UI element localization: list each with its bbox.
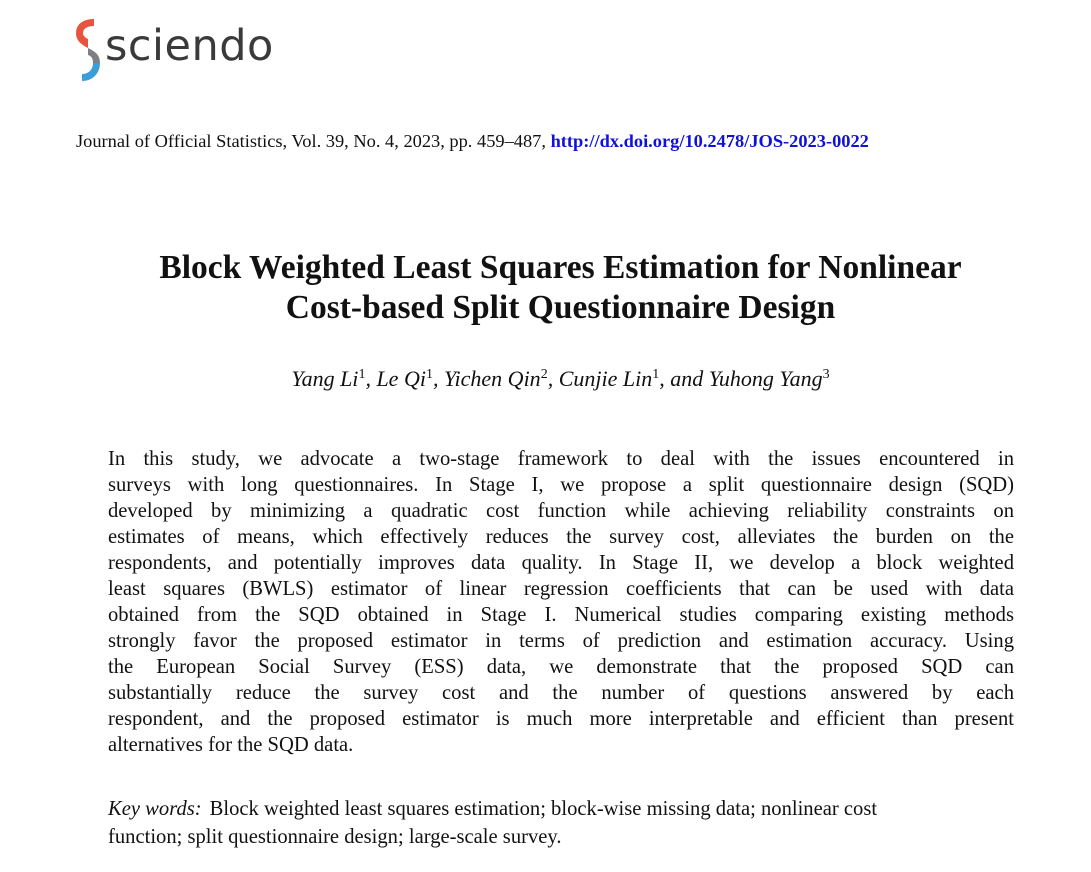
keywords-text: function; split questionnaire design; large-scale survey.: [108, 826, 562, 848]
publisher-logo: [74, 15, 274, 85]
author-separator: ,: [547, 366, 559, 391]
keywords: [108, 795, 1014, 851]
abstract-line: alternatives for the SQD data.: [108, 734, 354, 756]
abstract-line: the European Social Survey (ESS) data, we demonstrate that the proposed SQD can: [108, 656, 1014, 678]
author-name: Le Qi: [376, 366, 426, 391]
affiliation-mark: 1: [358, 367, 366, 382]
author-list: [60, 366, 1061, 392]
keywords-label: Key words:: [108, 798, 202, 820]
journal-citation: [76, 131, 1036, 152]
publisher-name: sciendo: [105, 21, 274, 71]
author-separator: , and: [659, 366, 709, 391]
affiliation-mark: 1: [652, 367, 660, 382]
affiliation-mark: 3: [822, 367, 830, 382]
abstract-line: respondents, and potentially improves data quality. In Stage II, we develop a block weighted: [108, 552, 1014, 574]
author-name: Yuhong Yang: [708, 366, 823, 391]
abstract-line: In this study, we advocate a two-stage framework to deal with the issues encountered in: [108, 448, 1014, 470]
abstract-line: estimates of means, which effectively reduces the survey cost, alleviates the burden on the: [108, 526, 1014, 548]
keywords-text: Block weighted least squares estimation; block-wise missing data; nonlinear cost: [209, 798, 878, 820]
author-separator: ,: [432, 366, 444, 391]
sciendo-s-logo-icon: [74, 17, 102, 83]
citation-text: Journal of Official Statistics, Vol. 39, No. 4, 2023, pp. 459–487,: [76, 131, 546, 151]
abstract-line: developed by minimizing a quadratic cost function while achieving reliability constraints on: [108, 500, 1014, 522]
abstract: [108, 446, 1014, 758]
author-name: Yichen Qin: [443, 366, 541, 391]
abstract-line: strongly favor the proposed estimator in terms of prediction and estimation accuracy. Using: [108, 630, 1014, 652]
doi-link[interactable]: http://dx.doi.org/10.2478/JOS-2023-0022: [550, 131, 869, 151]
author-separator: ,: [365, 366, 377, 391]
affiliation-mark: 2: [540, 367, 548, 382]
paper-title: [60, 248, 1061, 328]
abstract-line: substantially reduce the survey cost and the number of questions answered by each: [108, 682, 1014, 704]
author-name: Cunjie Lin: [558, 366, 653, 391]
abstract-line: obtained from the SQD obtained in Stage I. Numerical studies comparing existing methods: [108, 604, 1014, 626]
affiliation-mark: 1: [425, 367, 433, 382]
author-name: Yang Li: [291, 366, 359, 391]
keywords-line: [108, 795, 1014, 823]
title-line: Cost-based Split Questionnaire Design: [285, 289, 836, 326]
abstract-line: respondent, and the proposed estimator is much more interpretable and efficient than present: [108, 708, 1014, 730]
abstract-line: surveys with long questionnaires. In Stage I, we propose a split questionnaire design (SQD): [108, 474, 1014, 496]
title-line: Block Weighted Least Squares Estimation for Nonlinear: [159, 249, 962, 286]
abstract-line: least squares (BWLS) estimator of linear regression coefficients that can be used with data: [108, 578, 1014, 600]
